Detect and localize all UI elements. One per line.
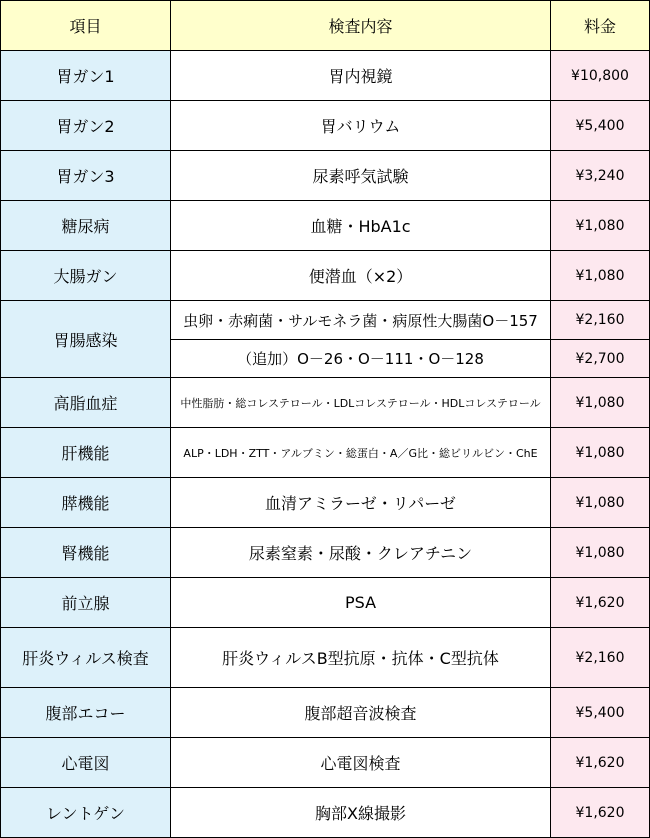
row-item: 膵機能 (1, 478, 171, 528)
row-fee: ¥1,080 (551, 378, 650, 428)
table-row (1, 378, 650, 428)
table-row (1, 578, 650, 628)
row-item: 胃ガン3 (1, 151, 171, 201)
row-content: ALP・LDH・ZTT・アルブミン・総蛋白・A／G比・総ビリルビン・ChE (171, 428, 551, 478)
row-content: 胸部X線撮影 (171, 788, 551, 838)
header-item: 項目 (1, 1, 171, 51)
row-item: 前立腺 (1, 578, 171, 628)
table-row (1, 301, 650, 340)
row-fee: ¥5,400 (551, 101, 650, 151)
table-row (1, 151, 650, 201)
row-item: 高脂血症 (1, 378, 171, 428)
row-fee-additional: ¥2,700 (551, 340, 650, 378)
row-content: 中性脂肪・総コレステロール・LDLコレステロール・HDLコレステロール (171, 378, 551, 428)
row-fee: ¥1,080 (551, 528, 650, 578)
table-row (1, 528, 650, 578)
table-row (1, 628, 650, 688)
row-fee: ¥1,080 (551, 201, 650, 251)
row-content: 尿素窒素・尿酸・クレアチニン (171, 528, 551, 578)
row-fee: ¥1,620 (551, 738, 650, 788)
row-item: 胃ガン2 (1, 101, 171, 151)
table-row (1, 738, 650, 788)
row-item: 胃腸感染 (1, 301, 171, 378)
table-row (1, 201, 650, 251)
row-item: 腎機能 (1, 528, 171, 578)
row-fee: ¥3,240 (551, 151, 650, 201)
header-content: 検査内容 (171, 1, 551, 51)
row-content: 虫卵・赤痢菌・サルモネラ菌・病原性大腸菌O－157 (171, 301, 551, 340)
row-content: 血糖・HbA1c (171, 201, 551, 251)
row-fee: ¥2,160 (551, 628, 650, 688)
row-fee: ¥5,400 (551, 688, 650, 738)
row-content: 胃バリウム (171, 101, 551, 151)
row-item: 腹部エコー (1, 688, 171, 738)
header-fee: 料金 (551, 1, 650, 51)
table-row (1, 51, 650, 101)
row-item: 肝機能 (1, 428, 171, 478)
row-content-additional: （追加）O－26・O－111・O－128 (171, 340, 551, 378)
row-fee: ¥2,160 (551, 301, 650, 340)
row-item: 肝炎ウィルス検査 (1, 628, 171, 688)
table-row (1, 788, 650, 838)
table-row (1, 478, 650, 528)
table-row (1, 101, 650, 151)
row-item: 胃ガン1 (1, 51, 171, 101)
row-content: 腹部超音波検査 (171, 688, 551, 738)
row-item: 大腸ガン (1, 251, 171, 301)
row-item: 糖尿病 (1, 201, 171, 251)
row-content: PSA (171, 578, 551, 628)
row-content: 血清アミラーゼ・リパーゼ (171, 478, 551, 528)
row-content: 便潜血（×2） (171, 251, 551, 301)
row-fee: ¥1,620 (551, 578, 650, 628)
row-fee: ¥1,620 (551, 788, 650, 838)
row-fee: ¥1,080 (551, 251, 650, 301)
row-item: 心電図 (1, 738, 171, 788)
table-header-row (1, 1, 650, 51)
row-content: 心電図検査 (171, 738, 551, 788)
table-row (1, 251, 650, 301)
row-fee: ¥1,080 (551, 478, 650, 528)
table-row (1, 688, 650, 738)
row-content: 胃内視鏡 (171, 51, 551, 101)
table-row (1, 428, 650, 478)
row-content: 尿素呼気試験 (171, 151, 551, 201)
row-fee: ¥10,800 (551, 51, 650, 101)
row-content: 肝炎ウィルスB型抗原・抗体・C型抗体 (171, 628, 551, 688)
row-fee: ¥1,080 (551, 428, 650, 478)
row-item: レントゲン (1, 788, 171, 838)
